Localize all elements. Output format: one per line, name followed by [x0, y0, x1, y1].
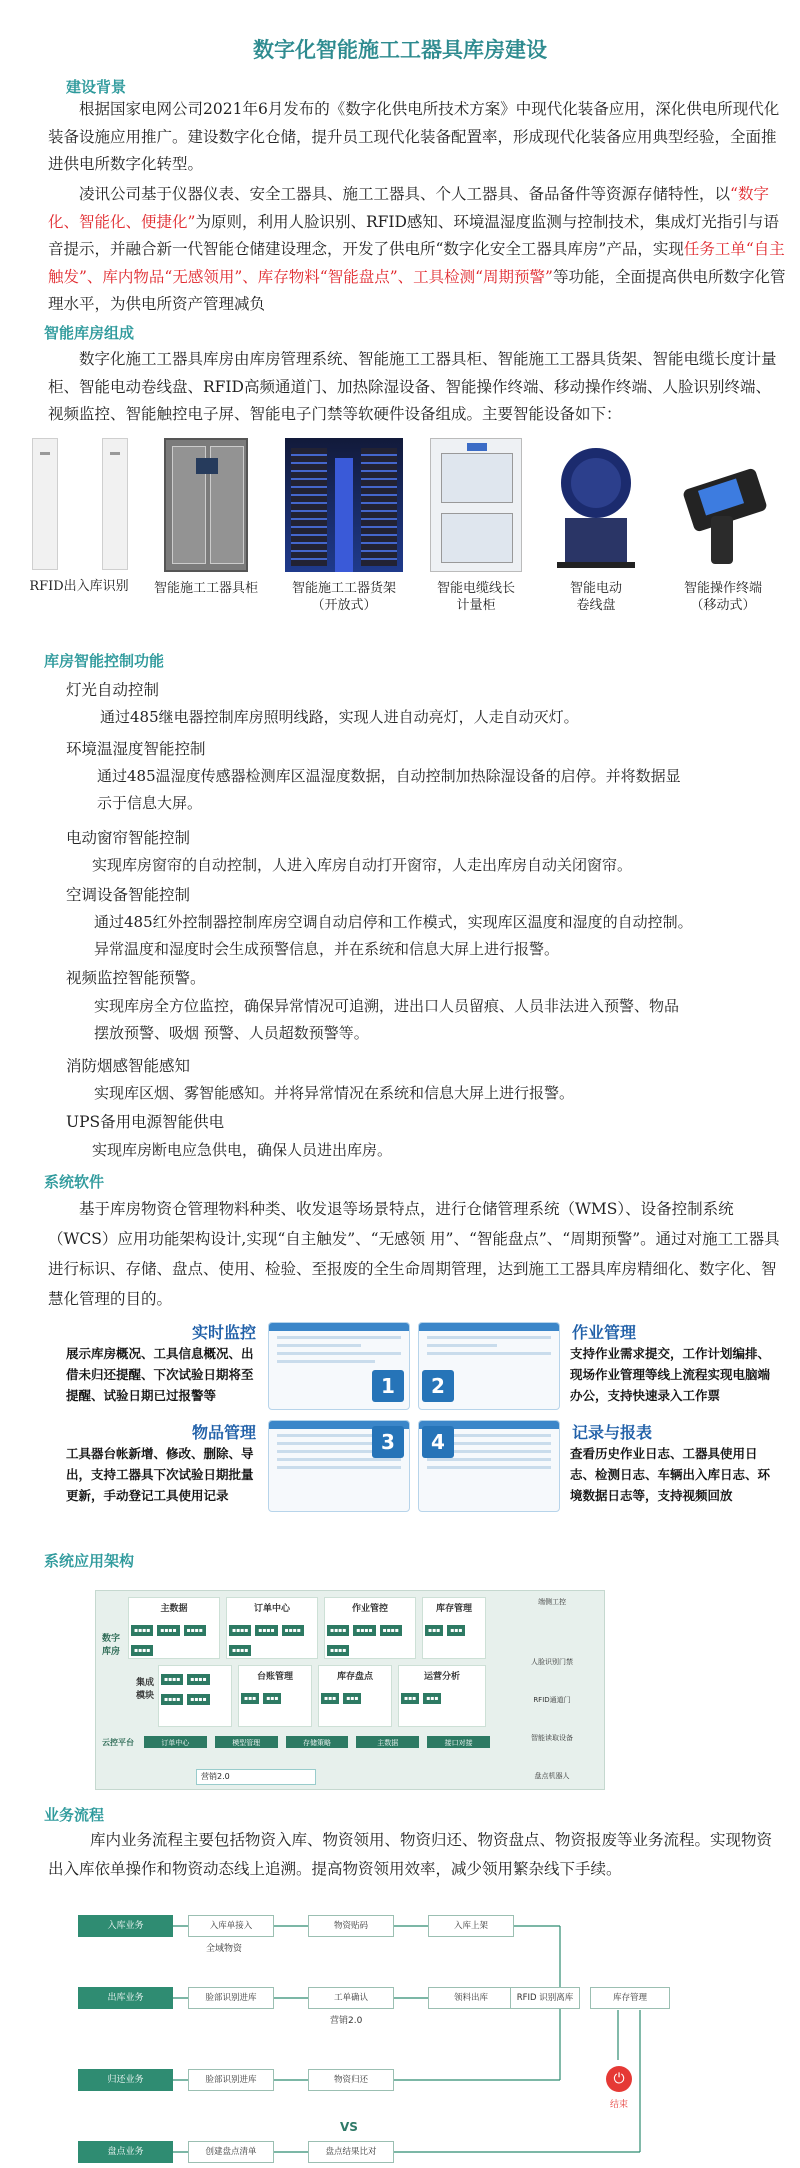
arch-cloud-row: 订单中心 模型管理 存储策略 主数据 接口对接	[142, 1735, 492, 1749]
feature-title-work: 作业管理	[572, 1323, 637, 1342]
background-paragraph-1: 根据国家电网公司2021年6月发布的《数字化供电所技术方案》中现代化装备应用，深化供电所现代化装备设施应用推广。建设数字化仓储，提升员工现代化装备配置率，形成现代化装备应用典型经验，全面推进供电所数字化转型。	[48, 100, 780, 173]
control-desc-climate-2: 示于信息大屏。	[97, 794, 203, 812]
bg-text-b: 为原则，利用人脸识别、RFID感知、环境温湿度监测与控制技术，集成灯光指引与语音提示，并融合新一代智能仓储建设理念，开发了供电所“数字化安全工器具库房”产品，实现	[48, 212, 779, 258]
device-rfid-gate	[20, 438, 138, 595]
control-item-ac: 空调设备智能控制	[66, 886, 191, 904]
arch-module-master-data: 主数据 ▪▪▪▪ ▪▪▪▪ ▪▪▪▪▪▪▪▪	[128, 1597, 220, 1659]
control-desc-curtain: 实现库房窗帘的自动控制，人进入库房自动打开窗帘，人走出库房自动关闭窗帘。	[92, 856, 633, 874]
section-heading-composition: 智能库房组成	[44, 324, 135, 342]
software-paragraph: 基于库房物资仓管理物料种类、收发退等场景特点，进行仓储管理系统（WMS）、设备控制系统（WCS）应用功能架构设计,实现“自主触发”、“无感领 用”、“智能盘点”、“周期预警”。通过对施工工器具进行标识、存储、盘点、使用、检验、至报废的全生命周期管理，达到施工工器具库房精细化、数字化、智慧化管理的目的。	[48, 1200, 780, 1308]
device-label: 智能操作终端	[683, 581, 762, 596]
process-paragraph: 库内业务流程主要包括物资入库、物资领用、物资归还、物资盘点、物资报废等业务流程。实现物资出入库依单操作和物资动态线上追溯。提高物资领用效率，减少领用繁杂线下手续。	[48, 1831, 773, 1878]
control-item-curtain: 电动窗帘智能控制	[66, 829, 191, 847]
device-label-2: 计量柜	[456, 598, 496, 613]
feature-number-3: 3	[372, 1426, 404, 1458]
lane-outbound: 出库业务	[78, 1987, 173, 2009]
cable-reel-image	[551, 438, 641, 572]
node-stocktake-compare: 盘点结果比对	[308, 2141, 394, 2163]
control-desc-ac-1: 通过485红外控制器控制库房空调自动启停和工作模式，实现库区温度和湿度的自动控制。	[94, 913, 693, 931]
node-stocktake-create: 创建盘点清单	[188, 2141, 274, 2163]
device-label: 智能电缆线长	[436, 581, 515, 596]
arch-right-column: 端侧工控 人脸识别门禁 RFID通道门 智能读取设备 盘点机器人	[531, 1598, 573, 1780]
feature-text-records: 查看历史作业日志、工器具使用日志、检测日志、车辆出入库日志、环境数据日志等，支持视频回放	[570, 1446, 771, 1503]
node-return-goods: 物资归还	[308, 2069, 394, 2091]
control-desc-ups: 实现库房断电应急供电，确保人员进出库房。	[92, 1141, 393, 1159]
control-desc-ac-2: 异常温度和湿度时会生成预警信息，并在系统和信息大屏上进行报警。	[94, 940, 560, 958]
background-paragraph-2	[48, 181, 786, 319]
node-inbound-sub: 全域物资	[206, 1944, 243, 1954]
section-heading-architecture: 系统应用架构	[44, 1552, 135, 1570]
node-outbound-rfid: RFID 识别离库	[510, 1987, 580, 2009]
end-icon: ⏻	[606, 2066, 632, 2092]
control-item-lighting: 灯光自动控制	[66, 681, 160, 699]
control-desc-lighting: 通过485继电器控制库房照明线路，实现人进自动亮灯，人走自动灭灯。	[100, 708, 579, 726]
lane-inbound: 入库业务	[78, 1915, 173, 1937]
arch-ledger: 台账管理 ▪▪▪ ▪▪▪	[238, 1665, 312, 1727]
feature-text-work: 支持作业需求提交，工作计划编排、现场作业管理等线上流程实现电脑端办公，支持快速录入工作票	[570, 1346, 771, 1403]
lane-return: 归还业务	[78, 2069, 173, 2091]
device-label: 智能施工工器具柜	[153, 581, 258, 596]
node-outbound-confirm: 工单确认	[308, 1987, 394, 2009]
device-cable-reel	[548, 438, 644, 614]
device-gallery	[20, 438, 780, 618]
bg-highlight-1: “数字化、智能化、便捷化”	[48, 185, 769, 231]
arch-inventory: 库存盘点 ▪▪▪ ▪▪▪	[318, 1665, 392, 1727]
arch-integration-box: ▪▪▪▪ ▪▪▪▪▪▪▪▪ ▪▪▪▪	[158, 1665, 232, 1727]
lane-stocktake: 盘点业务	[78, 2141, 173, 2163]
node-outbound-pick: 领料出库	[428, 1987, 514, 2009]
architecture-diagram	[95, 1590, 605, 1790]
device-label-2: （开放式）	[311, 598, 377, 613]
device-label: RFID出入库识别	[29, 579, 129, 594]
end-label: 结束	[610, 2100, 629, 2110]
feature-title-monitor: 实时监控	[192, 1323, 257, 1342]
section-heading-software: 系统软件	[44, 1173, 105, 1191]
arch-cloud-label: 云控平台	[102, 1738, 134, 1747]
arch-analytics: 运营分析 ▪▪▪ ▪▪▪	[398, 1665, 486, 1727]
composition-paragraph: 数字化施工工器具库房由库房管理系统、智能施工工器具柜、智能施工工器具货架、智能电缆长度计量柜、智能电动卷线盘、RFID高频通道门、加热除湿设备、智能操作终端、移动操作终端、人脸识别终端、视频监控、智能触控电子屏、智能电子门禁等软硬件设备组成。主要智能设备如下：	[48, 350, 777, 423]
vs-icon: VS	[340, 2120, 358, 2134]
feature-title-records: 记录与报表	[572, 1423, 653, 1442]
control-item-climate: 环境温湿度智能控制	[66, 740, 206, 758]
arch-marketing: 营销2.0	[196, 1769, 316, 1785]
node-stock-management: 库存管理	[590, 1987, 670, 2009]
rfid-gate-image	[24, 438, 134, 570]
section-heading-control: 库房智能控制功能	[44, 652, 165, 670]
section-heading-process: 业务流程	[44, 1806, 105, 1824]
mobile-terminal-image	[673, 438, 773, 572]
arch-integration-label: 集成模块	[135, 1678, 154, 1701]
section-heading-background: 建设背景	[66, 78, 127, 96]
device-tool-cabinet	[150, 438, 262, 597]
device-label-2: （移动式）	[690, 598, 756, 613]
device-open-shelf	[282, 438, 406, 614]
control-item-video: 视频监控智能预警。	[66, 969, 206, 987]
node-return-face: 脸部识别进库	[188, 2069, 274, 2091]
feature-text-items: 工具器台帐新增、修改、删除、导出，支持工器具下次试验日期批量更新，手动登记工具使用记录	[66, 1446, 254, 1503]
node-inbound-label: 物资贴码	[308, 1915, 394, 1937]
cable-cabinet-image	[430, 438, 522, 572]
feature-number-1: 1	[372, 1370, 404, 1402]
feature-number-4: 4	[422, 1426, 454, 1458]
bg-highlight-2: 任务工单“自主触发”、库内物品“无感领用”、库存物料“智能盘点”、工具检测“周期预警”	[48, 240, 785, 286]
control-item-smoke: 消防烟感智能感知	[66, 1057, 191, 1075]
node-outbound-face: 脸部识别进库	[188, 1987, 274, 2009]
arch-module-work: 作业管控 ▪▪▪▪ ▪▪▪▪ ▪▪▪▪▪▪▪▪	[324, 1597, 416, 1659]
control-desc-video-1: 实现库房全方位监控，确保异常情况可追溯，进出口人员留痕、人员非法进入预警、物品	[94, 997, 680, 1015]
tool-cabinet-image	[164, 438, 248, 572]
arch-side-label: 数字库房	[101, 1634, 120, 1657]
device-label: 智能施工工器货架	[291, 581, 396, 596]
arch-module-order: 订单中心 ▪▪▪▪ ▪▪▪▪ ▪▪▪▪▪▪▪▪	[226, 1597, 318, 1659]
node-inbound-order: 入库单接入	[188, 1915, 274, 1937]
control-desc-smoke: 实现库区烟、雾智能感知。并将异常情况在系统和信息大屏上进行报警。	[94, 1084, 575, 1102]
open-shelf-image	[285, 438, 403, 572]
node-inbound-shelve: 入库上架	[428, 1915, 514, 1937]
node-outbound-sub: 营销2.0	[330, 2016, 363, 2026]
control-item-ups: UPS备用电源智能供电	[66, 1113, 225, 1131]
bg-text-a: 凌讯公司基于仪器仪表、安全工器具、施工工器具、个人工器具、备品备件等资源存储特性，以	[79, 185, 731, 203]
device-cable-cabinet	[420, 438, 532, 614]
feature-text-monitor: 展示库房概况、工具信息概况、出借未归还提醒、下次试验日期将至提醒、试验日期已过报警等	[66, 1346, 254, 1403]
page-title: 数字化智能施工工器具库房建设	[253, 38, 547, 62]
arch-module-stock: 库存管理 ▪▪▪ ▪▪▪	[422, 1597, 486, 1659]
device-label: 智能电动	[569, 581, 622, 596]
bg-text-c: 等功能，全面提高供电所数字化管理水平，为供电所资产管理减负	[48, 267, 786, 313]
feature-number-2: 2	[422, 1370, 454, 1402]
device-mobile-terminal	[668, 438, 778, 614]
control-desc-climate-1: 通过485温湿度传感器检测库区温湿度数据，自动控制加热除湿设备的启停。并将数据显	[97, 767, 681, 785]
device-label-2: 卷线盘	[576, 598, 616, 613]
feature-title-items: 物品管理	[192, 1423, 257, 1442]
control-desc-video-2: 摆放预警、吸烟 预警、人员超数预警等。	[94, 1024, 369, 1042]
